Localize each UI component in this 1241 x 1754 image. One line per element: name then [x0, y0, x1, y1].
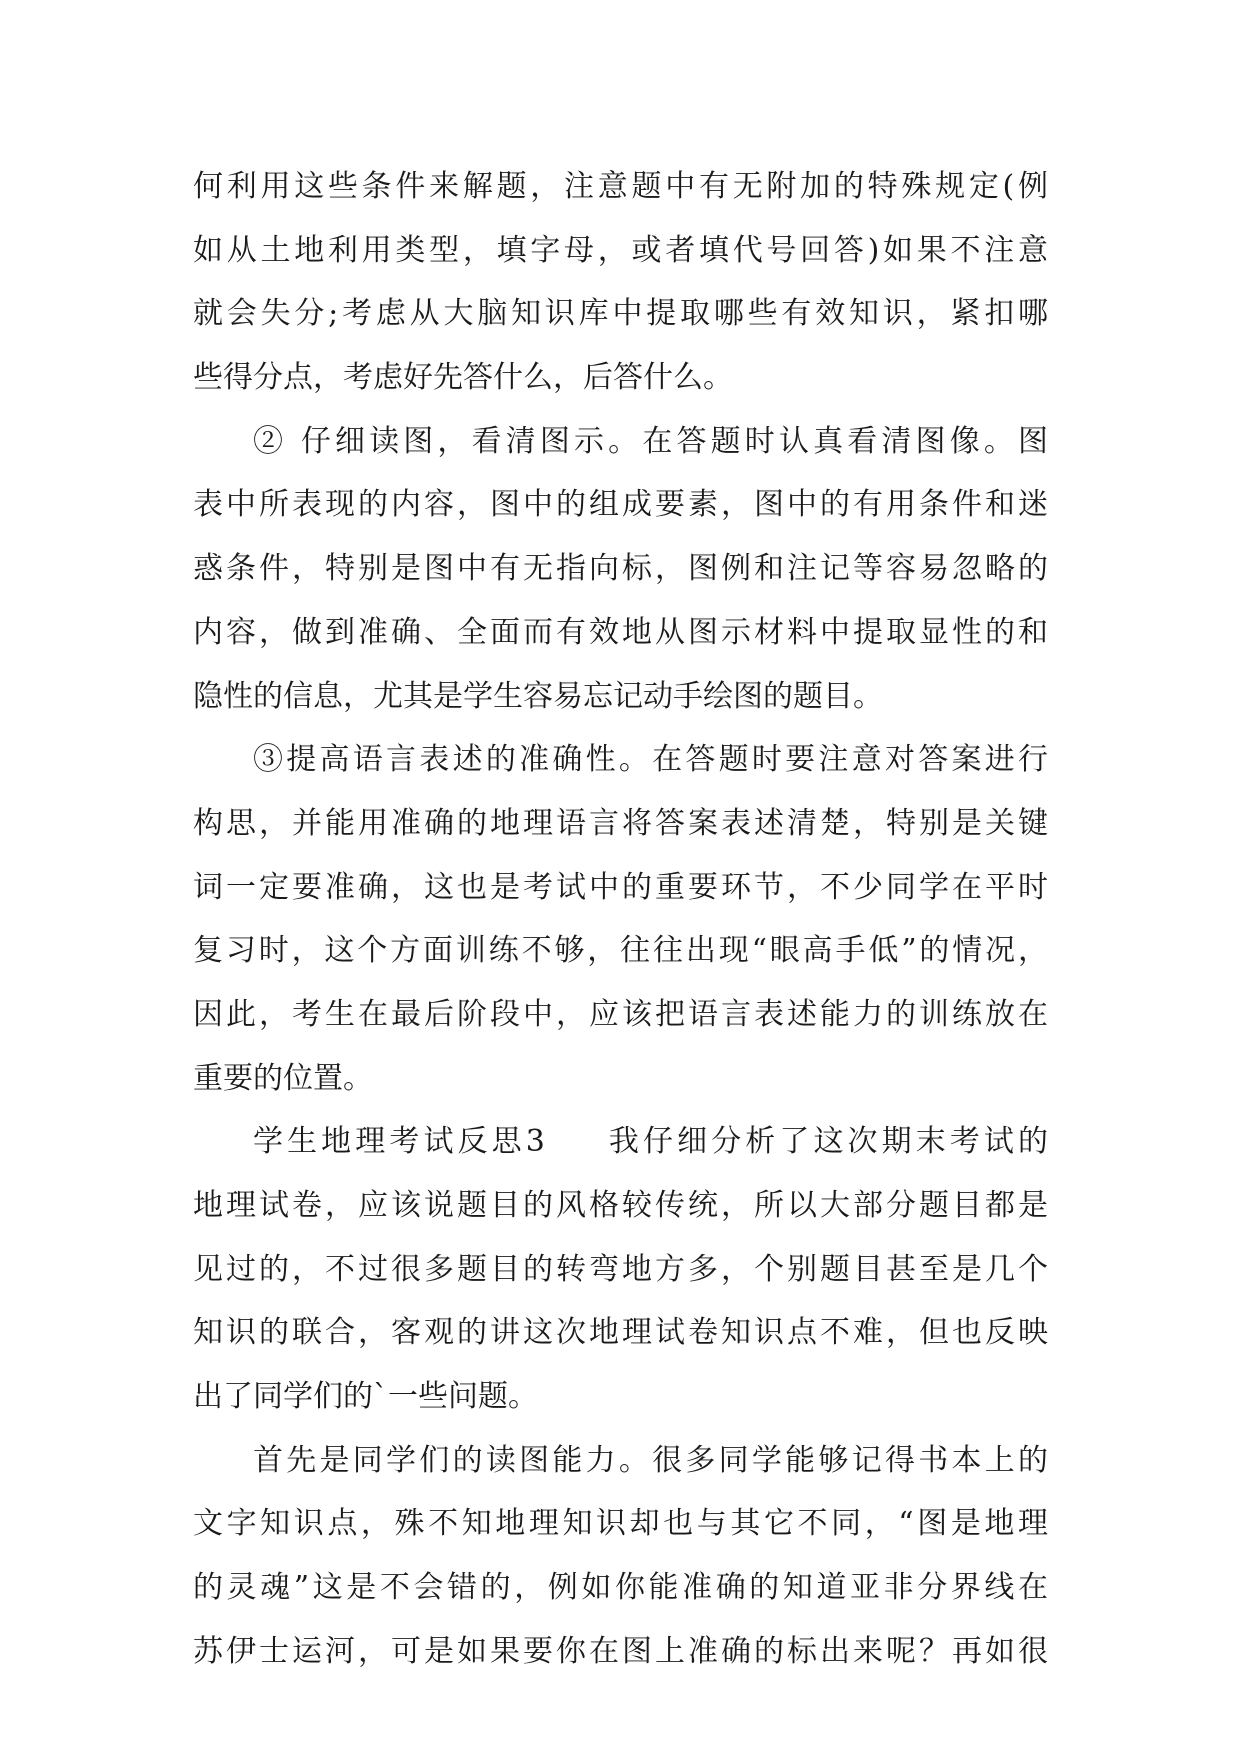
section-first-line: [193, 1110, 1048, 1174]
text-line: 何利用这些条件来解题，注意题中有无附加的特殊规定(例: [193, 169, 1048, 204]
paragraph: [193, 410, 1048, 728]
paragraph: [193, 1429, 1048, 1684]
text-line: 见过的，不过很多题目的转弯地方多，个别题目甚至是几个: [193, 1251, 1048, 1287]
text-line: 隐性的信息，尤其是学生容易忘记动手绘图的题目。: [193, 678, 883, 714]
text-line: 因此，考生在最后阶段中，应该把语言表述能力的训练放在: [193, 996, 1048, 1032]
text-line: 知识的联合，客观的讲这次地理试卷知识点不难，但也反映: [193, 1315, 1048, 1351]
text-line: 重要的位置。: [193, 1060, 373, 1096]
text-line: ③提高语言表述的准确性。在答题时要注意对答案进行: [253, 742, 1048, 778]
text-line: 词一定要准确，这也是考试中的重要环节，不少同学在平时: [193, 869, 1048, 905]
text-line: 首先是同学们的读图能力。很多同学能够记得书本上的: [253, 1442, 1048, 1478]
text-line: 表中所表现的内容，图中的组成要素，图中的有用条件和迷: [193, 487, 1048, 523]
paragraph: [193, 728, 1048, 1110]
section-title: 学生地理考试反思3: [253, 1124, 545, 1160]
text-line: 惑条件，特别是图中有无指向标，图例和注记等容易忽略的: [193, 551, 1048, 587]
text-line: ② 仔细读图，看清图示。在答题时认真看清图像。图: [253, 423, 1048, 459]
text-line: 地理试卷，应该说题目的风格较传统，所以大部分题目都是: [193, 1188, 1048, 1223]
text-line: 复习时，这个方面训练不够，往往出现“眼高手低”的情况，: [193, 933, 1048, 969]
text-line: 些得分点，考虑好先答什么，后答什么。: [193, 360, 733, 396]
text-line: 出了同学们的`一些问题。: [193, 1379, 538, 1415]
text-line: 的灵魂”这是不会错的，例如你能准确的知道亚非分界线在: [193, 1570, 1048, 1606]
text-line: 苏伊士运河，可是如果要你在图上准确的标出来呢？再如很: [193, 1633, 1048, 1669]
section-first-line-text: 我仔细分析了这次期末考试的: [604, 1124, 1049, 1160]
paragraph: [193, 155, 1048, 410]
text-line: 内容，做到准确、全面而有效地从图示材料中提取显性的和: [193, 614, 1048, 650]
section-paragraph: [193, 1110, 1048, 1428]
text-line: 就会失分;考虑从大脑知识库中提取哪些有效知识，紧扣哪: [193, 296, 1048, 332]
text-line: 构思，并能用准确的地理语言将答案表述清楚，特别是关键: [193, 805, 1048, 841]
document-page: [193, 155, 1048, 1684]
text-line: 文字知识点，殊不知地理知识却也与其它不同，“图是地理: [193, 1506, 1048, 1542]
text-line: 如从土地利用类型，填字母，或者填代号回答)如果不注意: [193, 232, 1048, 268]
